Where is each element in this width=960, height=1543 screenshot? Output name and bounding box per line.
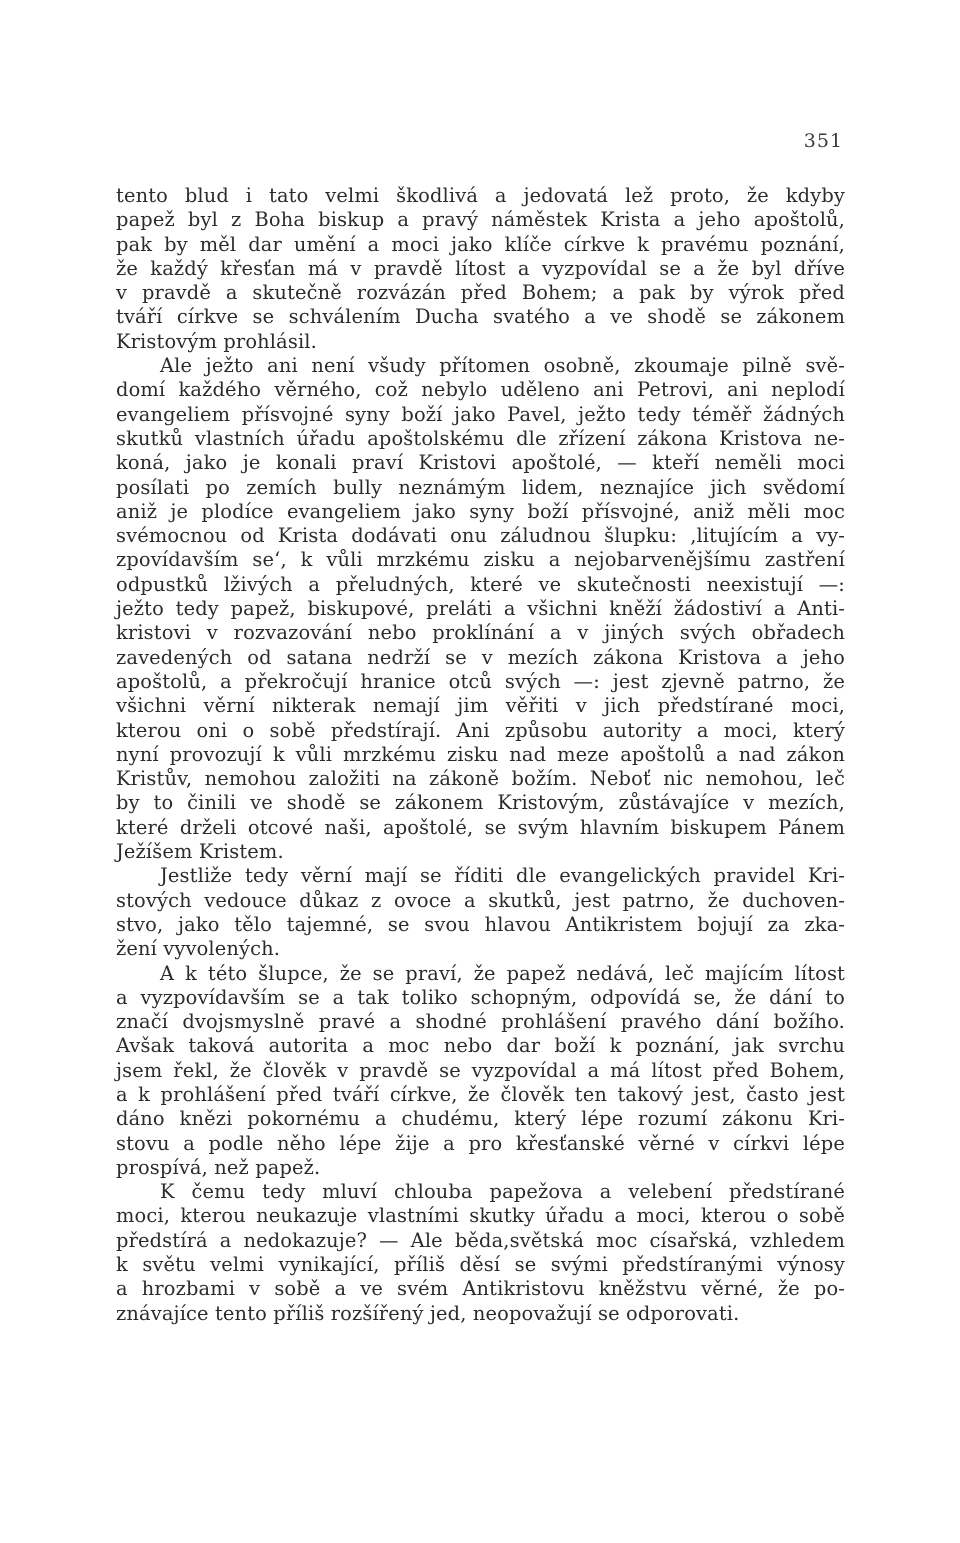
text-line: Ale ježto ani není všudy přítomen osobně, zkoumaje pilně svě-	[160, 354, 845, 378]
text-line: a vyzpovídavším se a tak toliko schopným, odpovídá se, že dání to	[116, 985, 845, 1009]
text-line: odpustků lživých a přeludných, které ve skutečnosti neexistují —:	[116, 572, 845, 596]
text-line: kterou oni o sobě předstírají. Ani způsobu autority a moci, který	[116, 718, 845, 742]
text-line: dáno knězi pokornému a chudému, který lépe rozumí zákonu Kri-	[116, 1107, 845, 1131]
text-line: že každý křesťan má v pravdě lítost a vyzpovídal se a že byl dříve	[116, 256, 845, 280]
text-line: A k této šlupce, že se praví, že papež nedává, leč majícím lítost	[160, 961, 845, 985]
text-line: jsem řekl, že člověk v pravdě se vyzpovídal a má lítost před Bohem,	[116, 1058, 845, 1082]
text-line: by to činili ve shodě se zákonem Kristovým, zůstávajíce v mezích,	[116, 791, 845, 815]
text-line: předstírá a nedokazuje? — Ale běda,světská moc císařská, vzhledem	[116, 1228, 845, 1252]
text-line: Avšak taková autorita a moc nebo dar boží k poznání, jak svrchu	[116, 1034, 845, 1058]
text-line: aniž je plodíce evangeliem jako syny boží přísvojné, aniž měli moc	[116, 499, 845, 523]
text-line: tváří církve se schválením Ducha svatého a ve shodě se zákonem	[116, 305, 845, 329]
text-line: Kristovým prohlásil.	[116, 329, 317, 353]
text-line: svémocnou od Krista dodávati onu záludnou šlupku: ‚litujícím a vy-	[116, 524, 845, 548]
text-line: zpovídavším se‘, k vůli mrzkému zisku a nejobarvenějšímu zastření	[116, 548, 845, 572]
text-line: a hrozbami v sobě a ve svém Antikristovu kněžstvu věrné, že po-	[116, 1277, 845, 1301]
text-line: moci, kterou neukazuje vlastními skutky úřadu a moci, kterou o sobě	[116, 1204, 845, 1228]
text-line: apoštolů, a překročují hranice otců svých —: jest zjevně patrno, že	[116, 669, 845, 693]
text-line: tento blud i tato velmi škodlivá a jedovatá lež proto, že kdyby	[116, 184, 845, 207]
text-line: skutků vlastních úřadu apoštolskému dle zřízení zákona Kristova ne-	[116, 426, 845, 450]
text-line: a k prohlášení před tváří církve, že člověk ten takový jest, často jest	[116, 1082, 845, 1106]
text-line: všichni věrní nikterak nemají jim věřiti v jich předstírané moci,	[116, 694, 845, 718]
page-number: 351	[803, 130, 843, 152]
text-line: v pravdě a skutečně rozvázán před Bohem; a pak by výrok před	[116, 281, 845, 305]
text-line: evangeliem přísvojné syny boží jako Pavel, ježto tedy téměř žádných	[116, 402, 845, 426]
text-line: prospívá, než papež.	[116, 1155, 321, 1179]
text-line: pak by měl dar umění a moci jako klíče církve k pravému poznání,	[116, 232, 845, 256]
text-line: stových vedouce důkaz z ovoce a skutků, jest patrno, že duchoven-	[116, 888, 845, 912]
text-line: k světu velmi vynikající, příliš děsí se svými předstíranými výnosy	[116, 1253, 845, 1277]
text-line: koná, jako je konali praví Kristovi apoštolé, — kteří neměli moci	[116, 451, 845, 475]
text-line: stovu a podle něho lépe žije a pro křesťanské věrné v církvi lépe	[116, 1131, 845, 1155]
body-text	[116, 184, 845, 1326]
text-line: značí dvojsmyslně pravé a shodné prohlášení pravého dání božího.	[116, 1010, 845, 1034]
text-line: žení vyvolených.	[116, 937, 281, 961]
text-line: stvo, jako tělo tajemné, se svou hlavou Antikristem bojují za zka-	[116, 912, 845, 936]
text-line: kristovi v rozvazování nebo proklínání a v jiných svých obřadech	[116, 621, 845, 645]
text-line: nyní provozují k vůli mrzkému zisku nad meze apoštolů a nad zákon	[116, 742, 845, 766]
text-line: zavedených od satana nedrží se v mezích zákona Kristova a jeho	[116, 645, 845, 669]
text-line: Kristův, nemohou založiti na zákoně božím. Neboť nic nemohou, leč	[116, 767, 845, 791]
text-line: které drželi otcové naši, apoštolé, se svým hlavním biskupem Pánem	[116, 815, 845, 839]
text-line: Ježíšem Kristem.	[116, 840, 284, 864]
text-line: domí každého věrného, což nebylo uděleno ani Petrovi, ani neplodí	[116, 378, 845, 402]
text-line: K čemu tedy mluví chlouba papežova a velebení předstírané	[160, 1180, 845, 1204]
text-line: Jestliže tedy věrní mají se říditi dle evangelických pravidel Kri-	[160, 864, 845, 888]
text-line: ježto tedy papež, biskupové, preláti a všichni kněží žádostiví a Anti-	[116, 597, 845, 621]
text-line: znávajíce tento příliš rozšířený jed, neopovažují se odporovati.	[116, 1301, 740, 1325]
text-line: posílati po zemích bully neznámým lidem, neznajíce jich svědomí	[116, 475, 845, 499]
text-line: papež byl z Boha biskup a pravý náměstek Krista a jeho apoštolů,	[116, 208, 845, 232]
